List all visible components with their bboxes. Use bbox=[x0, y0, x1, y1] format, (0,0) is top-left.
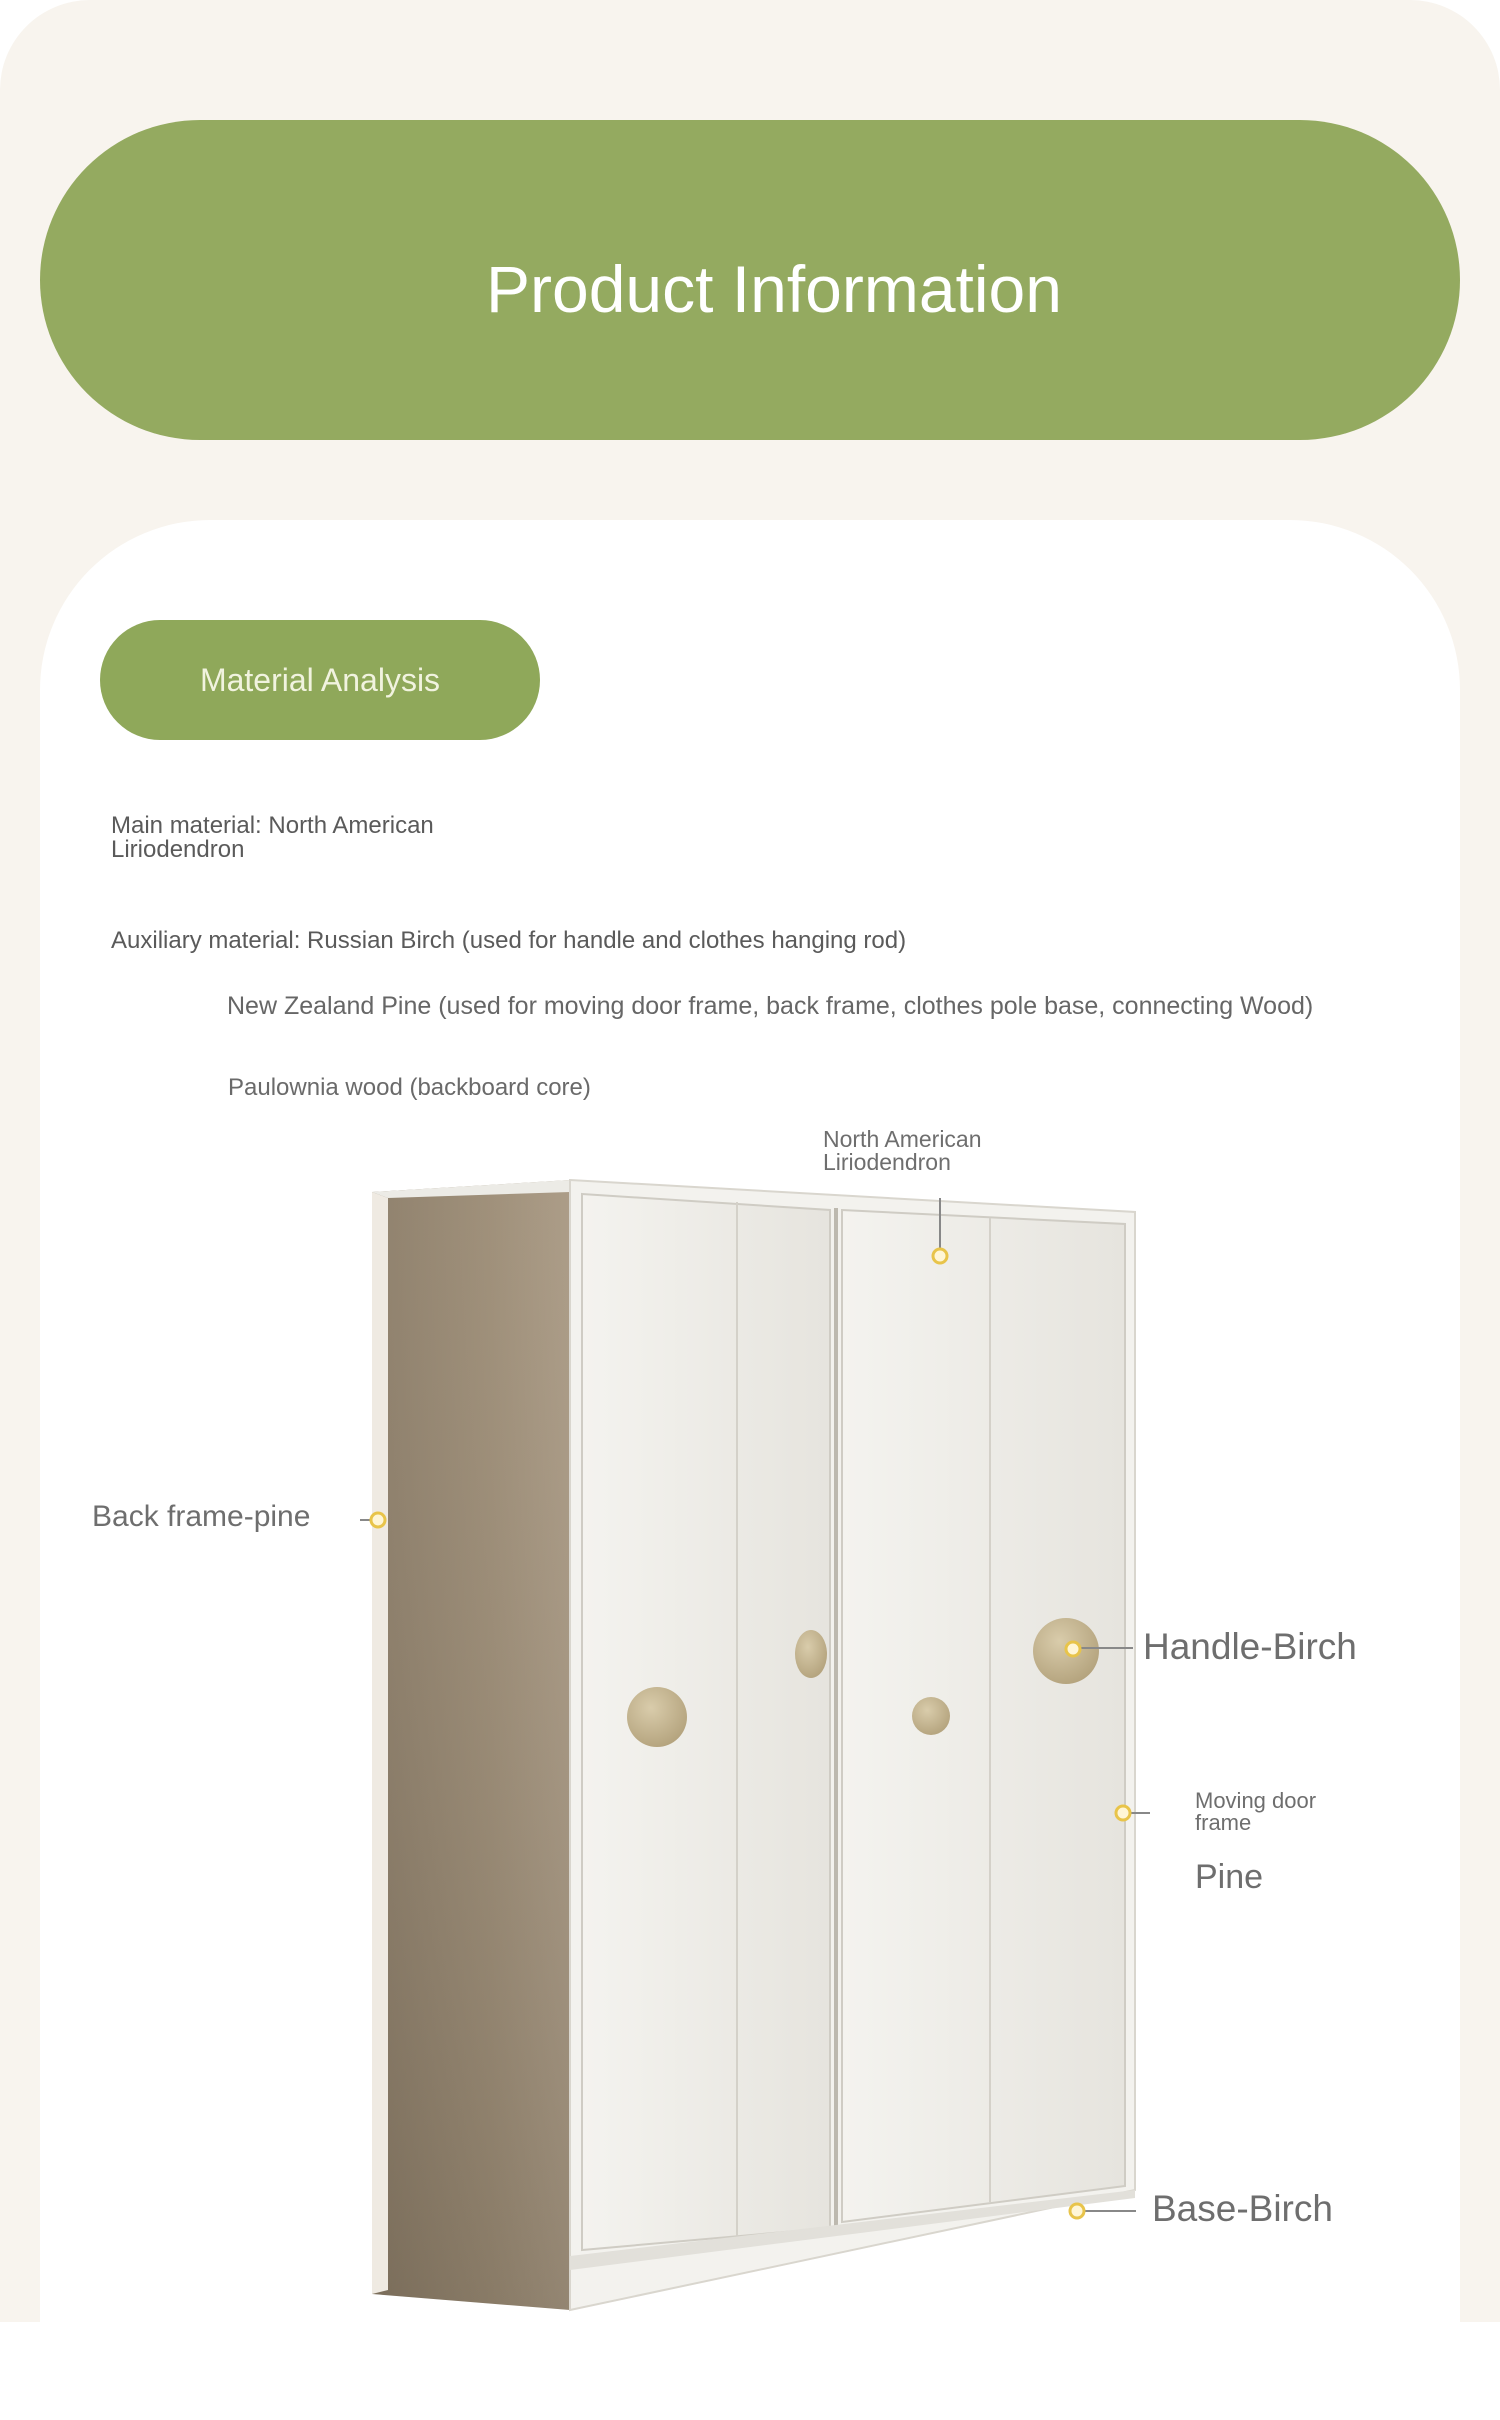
left-door-knob bbox=[627, 1687, 687, 1747]
marker-dot-icon bbox=[371, 1513, 385, 1527]
main-material-text: Main material: North American Liriodendron bbox=[111, 812, 434, 863]
wardrobe-illustration bbox=[360, 1170, 1160, 2320]
pine-material-text: New Zealand Pine (used for moving door frame, back frame, clothes pole base, connecting Wood) bbox=[227, 992, 1314, 1020]
callout-handle: Handle-Birch bbox=[1143, 1626, 1357, 1667]
callout-back-frame: Back frame-pine bbox=[92, 1500, 311, 1533]
page-title: Product Information bbox=[486, 252, 1062, 326]
auxiliary-material-text: Auxiliary material: Russian Birch (used for handle and clothes hanging rod) bbox=[111, 927, 907, 954]
marker-dot-icon bbox=[1070, 2204, 1084, 2218]
marker-dot-icon bbox=[933, 1249, 947, 1263]
section-pill bbox=[100, 620, 540, 740]
marker-dot-icon bbox=[1116, 1806, 1130, 1820]
left-door bbox=[582, 1194, 830, 2250]
right-door-knob-small bbox=[912, 1697, 950, 1735]
callout-base: Base-Birch bbox=[1152, 2188, 1333, 2229]
paulownia-material-text: Paulownia wood (backboard core) bbox=[228, 1074, 591, 1101]
callout-door-frame: Moving door frame bbox=[1195, 1788, 1317, 1835]
wardrobe-side-shade bbox=[372, 1180, 570, 2310]
callout-top: North American Liriodendron bbox=[823, 1126, 982, 1175]
callout-door-frame-material: Pine bbox=[1195, 1858, 1264, 1896]
left-door-edge-knob bbox=[795, 1630, 827, 1678]
marker-dot-icon bbox=[1066, 1642, 1080, 1656]
wardrobe-side-edge bbox=[372, 1192, 388, 2294]
section-label: Material Analysis bbox=[199, 661, 441, 698]
right-door bbox=[842, 1210, 1125, 2222]
